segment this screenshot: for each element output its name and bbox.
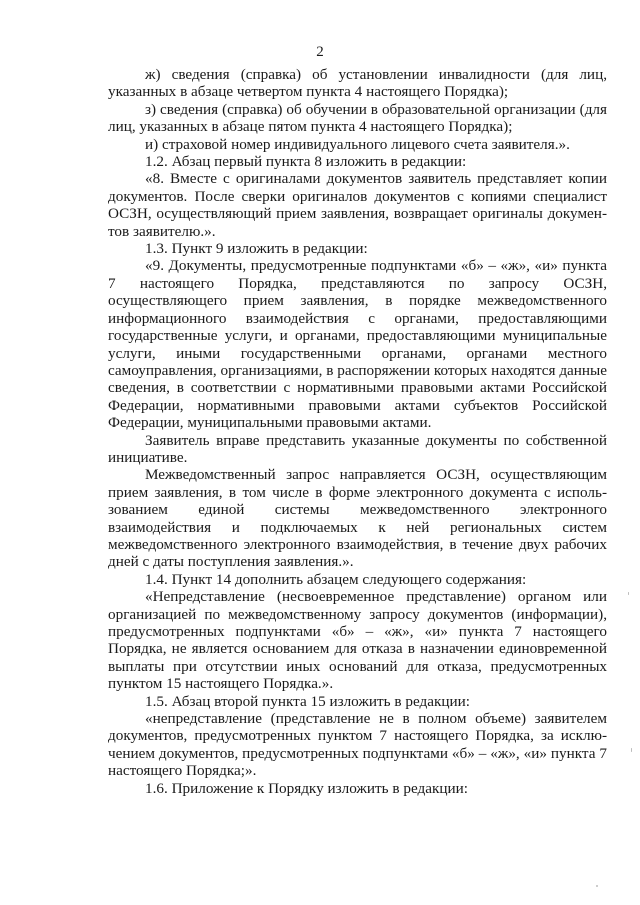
scan-speck	[596, 885, 598, 887]
paragraph-amendment-1-4: 1.4. Пункт 14 дополнить абзацем следующего содержания:	[145, 570, 527, 588]
paragraph-point-8: «8. Вместе с оригиналами документов заявитель представляет копии документов. После сверки оригиналов документов с копиями специалист ОСЗН, осуществляющий прием заявления, возвращает оригиналы документов заявителю.».	[108, 170, 607, 240]
paragraph-point-15-second: «непредставление (представление не в полном объеме) заявителем документов, предусмотренных пунктом 7 настоящего Порядка, за исключением документов, предусмотренных подпунктами «б» – «ж», «и» пункта 7 настоящего Порядка;».	[108, 710, 607, 780]
paragraph-amendment-1-6: 1.6. Приложение к Порядку изложить в редакции:	[145, 779, 468, 797]
paragraph-amendment-1-3: 1.3. Пункт 9 изложить в редакции:	[145, 240, 368, 258]
paragraph-item-i: и) страховой номер индивидуального лицевого счета заявителя.».	[145, 135, 570, 153]
paragraph-own-initiative: Заявитель вправе представить указанные документы по собственной инициативе.	[108, 431, 607, 466]
document-body	[108, 66, 607, 797]
paragraph-amendment-1-5: 1.5. Абзац второй пункта 15 изложить в редакции:	[145, 692, 470, 710]
paragraph-amendment-1-2: 1.2. Абзац первый пункта 8 изложить в редакции:	[145, 153, 467, 171]
paragraph-non-submission: «Непредставление (несвоевременное представление) органом или организацией по межведомственному запросу документов (информации), предусмотренных подпунктами «б» – «ж», «и» пункта 7 настоящего Порядка, не является основанием для отказа в назначении единовременной выплаты при отсутствии иных оснований для отказа, предусмотренных пунктом 15 настоящего Порядка.».	[108, 588, 607, 693]
paragraph-point-9: «9. Документы, предусмотренные подпунктами «б» – «ж», «и» пункта 7 настоящего Порядка, представляются по запросу ОСЗН, осуществляющего прием заявления, в порядке межведомственного информационного взаимодействия с органами, предоставляющими государственные услуги, и органами, предоставляющими муниципальные услуги, иными государственными органами, органами местного самоуправления, организациями, в распоряжении которых находятся данные сведения, в соответствии с нормативными правовыми актами Российской Федерации, нормативными правовыми актами субъектов Российской Федерации, муниципальными правовыми актами.	[108, 257, 607, 432]
scan-speck	[631, 748, 632, 752]
paragraph-interagency-request: Межведомственный запрос направляется ОСЗН, осуществляющим прием заявления, в том числе в форме электронного документа с использованием единой системы межведомственного электронного взаимодействия и подключаемых к ней региональных систем межведомственного электронного взаимодействия, в течение двух рабочих дней с даты поступления заявления.».	[108, 466, 607, 571]
page-number: 2	[316, 44, 324, 60]
paragraph-item-z: з) сведения (справка) об обучении в образовательной организации (для лиц, указанных в абзаце пятом пункта 4 настоящего Порядка);	[108, 100, 607, 136]
scan-speck	[628, 592, 629, 595]
paragraph-item-zh: ж) сведения (справка) об установлении инвалидности (для лиц, указанных в абзаце четвертом пункта 4 настоящего Порядка);	[108, 66, 607, 101]
